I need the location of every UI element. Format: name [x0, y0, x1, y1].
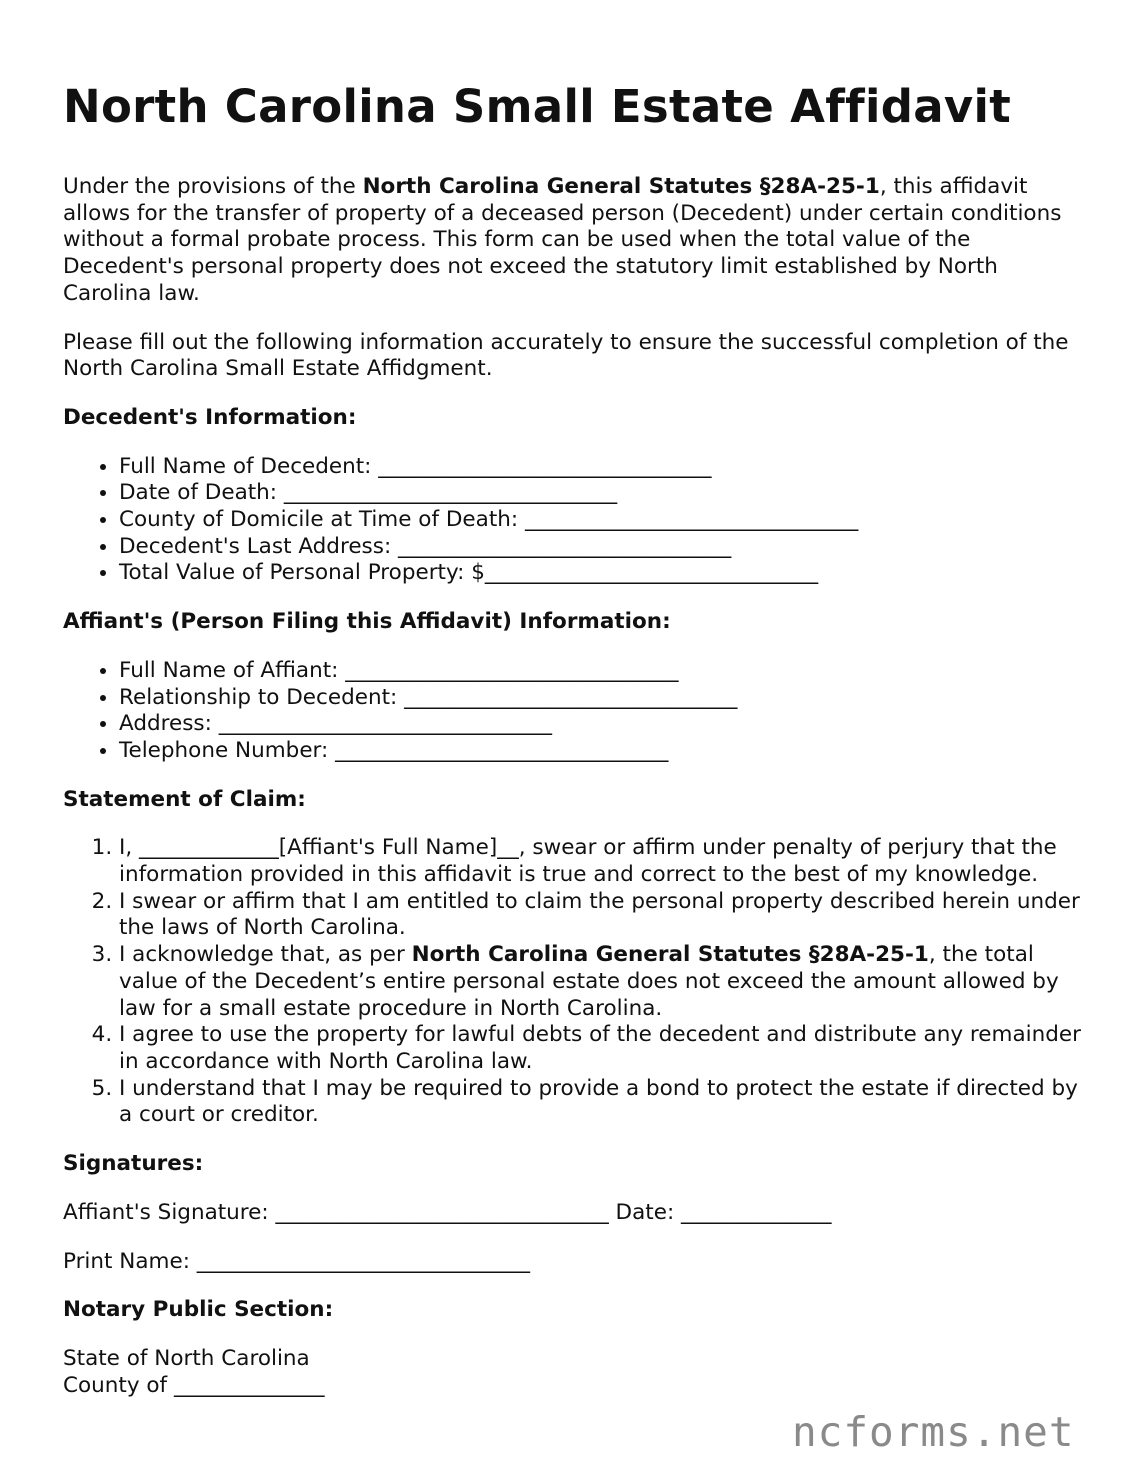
instruction-paragraph: Please fill out the following information accurately to ensure the successful completion of the North Carolina Small Estate Affidgment. [63, 329, 1069, 382]
signatures-heading: Signatures: [63, 1151, 204, 1177]
intro-paragraph [63, 174, 1083, 308]
affiant-full-name-field[interactable]: • Full Name of Affiant: _______________________________ [119, 658, 1083, 685]
affiant-address-field[interactable]: • Address: _______________________________ [119, 711, 1083, 738]
decedent-heading: Decedent's Information: [63, 404, 357, 430]
decedent-property-value-field[interactable]: • Total Value of Personal Property: $_______________________________ [119, 560, 1083, 587]
decedent-last-address-field[interactable]: • Decedent's Last Address: _______________________________ [119, 534, 1083, 561]
decedent-list [63, 454, 1083, 588]
notary-county-line[interactable]: County of ______________ [63, 1372, 325, 1398]
decedent-date-of-death-field[interactable]: • Date of Death: _______________________________ [119, 480, 1083, 507]
affiant-list [63, 658, 1083, 765]
claim-item-1: 1. I, _____________[Affiant's Full Name]__, swear or affirm under penalty of perjury that the information provided in this affidavit is true and correct to the best of my knowledge. [119, 835, 1083, 888]
claim-item-5: 5. I understand that I may be required to provide a bond to protect the estate if directed by a court or creditor. [119, 1076, 1083, 1129]
claim-item-4: 4. I agree to use the property for lawful debts of the decedent and distribute any remainder in accordance with North Carolina law. [119, 1022, 1083, 1075]
claim-item-3 [119, 942, 1083, 1022]
claim-list [63, 835, 1083, 1129]
intro-pre: Under the provisions of the [63, 174, 363, 199]
site-watermark: ncforms.net [792, 1408, 1075, 1456]
print-name-line[interactable]: Print Name: _______________________________ [63, 1248, 531, 1274]
claim-heading: Statement of Claim: [63, 786, 306, 812]
document-page [63, 78, 1083, 1399]
affiant-relationship-field[interactable]: • Relationship to Decedent: _______________________________ [119, 685, 1083, 712]
claim-item-2: 2. I swear or affirm that I am entitled to claim the personal property described herein under the laws of North Carolina. [119, 889, 1083, 942]
affiant-heading: Affiant's (Person Filing this Affidavit) Information: [63, 609, 671, 635]
notary-heading: Notary Public Section: [63, 1297, 334, 1323]
affiant-signature-line[interactable]: Affiant's Signature: _______________________________ Date: ______________ [63, 1199, 832, 1225]
decedent-full-name-field[interactable]: • Full Name of Decedent: _______________________________ [119, 454, 1083, 481]
claim-item-3-pre: I acknowledge that, as per [119, 942, 412, 968]
decedent-county-field[interactable]: • County of Domicile at Time of Death: _______________________________ [119, 507, 1083, 534]
document-title: North Carolina Small Estate Affidavit [63, 80, 1012, 133]
intro-post: , this affidavit allows for the transfer of property of a deceased person (Decedent) under certain conditions without a formal probate process. This form can be used when the total value of the Decedent's personal property does not exceed the statutory limit established by North Carolina law. [63, 174, 1062, 306]
claim-item-3-post: , the total value of the Decedent’s entire personal estate does not exceed the amount allowed by law for a small estate procedure in North Carolina. [119, 942, 1059, 1021]
notary-state: State of North Carolina [63, 1345, 310, 1371]
affiant-telephone-field[interactable]: • Telephone Number: _______________________________ [119, 738, 1083, 765]
intro-statute: North Carolina General Statutes §28A-25-1 [362, 174, 880, 199]
claim-item-3-statute: North Carolina General Statutes §28A-25-1 [411, 942, 929, 968]
